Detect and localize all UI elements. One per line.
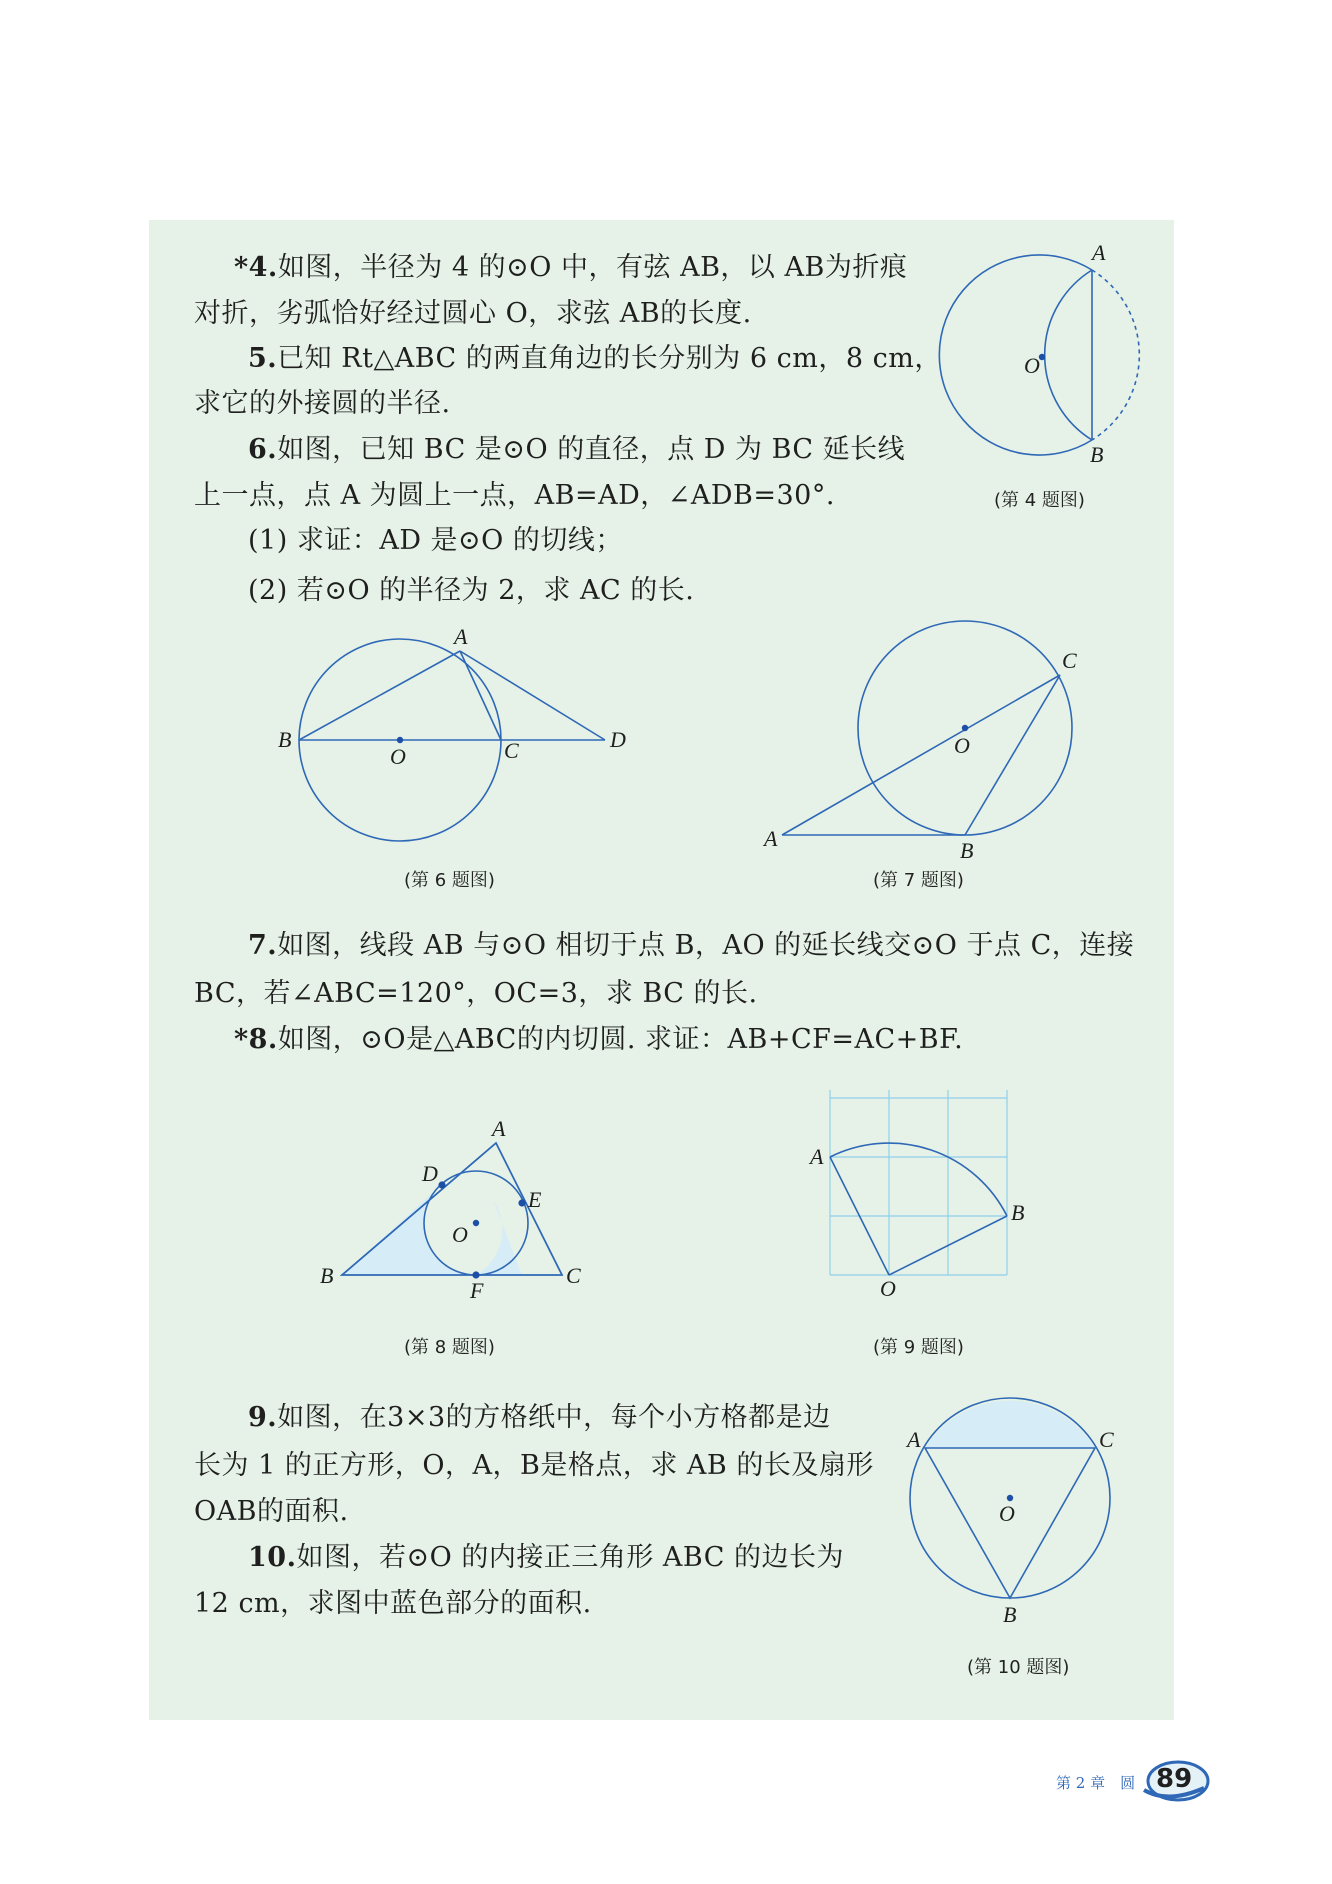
fig6-label-b: B	[278, 727, 292, 752]
fig10-label-b: B	[1003, 1602, 1017, 1627]
figure-8	[310, 1115, 600, 1305]
problem-6-sub1: (1) 求证：AD 是⊙O 的切线；	[248, 525, 623, 556]
fig9-label-a: A	[810, 1144, 824, 1169]
page-number-badge	[1138, 1760, 1210, 1802]
fig9-label-o: O	[880, 1276, 896, 1301]
fig6-center-dot	[397, 737, 403, 743]
fig7-label-a: A	[764, 826, 778, 851]
fig6-line-ad	[460, 651, 605, 740]
fig9-label-b: B	[1011, 1200, 1025, 1225]
fig4-circle-dashed	[1092, 270, 1139, 440]
fig8-label-e: E	[528, 1187, 542, 1212]
caption-fig8: (第 8 题图)	[404, 1337, 495, 1358]
figure-9	[800, 1090, 1060, 1300]
problem-4-line2: 对折，劣弧恰好经过圆心 O，求弦 AB的长度.	[194, 298, 752, 329]
fig8-center-dot	[473, 1220, 479, 1226]
problem-9-line2: 长为 1 的正方形，O，A，B是格点，求 AB 的长及扇形	[194, 1450, 874, 1481]
fig10-label-a: A	[907, 1427, 921, 1452]
fig7-line-bc	[965, 675, 1060, 835]
fig4-label-o: O	[1024, 353, 1040, 378]
fig6-label-c: C	[504, 738, 519, 763]
fig10-label-c: C	[1099, 1427, 1114, 1452]
problem-9-line1: 9.如图，在3×3的方格纸中，每个小方格都是边	[248, 1402, 831, 1433]
fig8-label-a: A	[492, 1116, 506, 1141]
fig8-label-d: D	[422, 1161, 438, 1186]
fig6-line-ba	[299, 651, 460, 740]
page-number: 89	[1156, 1764, 1193, 1794]
problem-5-line2: 求它的外接圆的半径.	[194, 388, 451, 419]
fig7-center-dot	[962, 725, 968, 731]
fig8-shaded-region	[342, 1186, 522, 1275]
fig6-label-o: O	[390, 744, 406, 769]
fig4-label-b: B	[1090, 442, 1104, 467]
problem-7-line1: 7.如图，线段 AB 与⊙O 相切于点 B，AO 的延长线交⊙O 于点 C，连接	[248, 930, 1135, 961]
fig8-point-d	[438, 1181, 445, 1188]
figure-4	[930, 240, 1150, 475]
caption-fig6: (第 6 题图)	[404, 870, 495, 891]
fig7-label-o: O	[954, 733, 970, 758]
fig8-label-o: O	[452, 1222, 468, 1247]
problem-4-line1: *4.如图，半径为 4 的⊙O 中，有弦 AB，以 AB为折痕	[234, 252, 908, 283]
figure-7	[760, 610, 1090, 863]
fig7-label-b: B	[960, 838, 974, 863]
problem-8-line1: *8.如图，⊙O是△ABC的内切圆. 求证：AB+CF=AC+BF.	[234, 1024, 964, 1055]
footer-chapter: 第 2 章 圆	[1056, 1774, 1136, 1792]
problem-10-line2: 12 cm，求图中蓝色部分的面积.	[194, 1588, 592, 1619]
problem-5-line1: 5.已知 Rt△ABC 的两直角边的长分别为 6 cm，8 cm，	[248, 343, 942, 374]
fig6-label-d: D	[610, 727, 626, 752]
fig8-label-c: C	[566, 1263, 581, 1288]
fig4-folded-arc	[1045, 270, 1092, 440]
problem-7-line2: BC，若∠ABC=120°，OC=3，求 BC 的长.	[194, 978, 758, 1009]
figure-6	[270, 624, 650, 850]
problem-6-sub2: (2) 若⊙O 的半径为 2，求 AC 的长.	[248, 575, 695, 606]
fig8-label-f: F	[470, 1278, 484, 1303]
caption-fig7: (第 7 题图)	[873, 870, 964, 891]
caption-fig4: (第 4 题图)	[994, 490, 1085, 511]
fig6-label-a: A	[454, 624, 468, 649]
fig10-label-o: O	[999, 1501, 1015, 1526]
problem-6-line2: 上一点，点 A 为圆上一点，AB=AD，∠ADB=30°.	[194, 480, 835, 511]
fig7-line-ac	[782, 675, 1060, 835]
fig9-grid	[830, 1090, 1007, 1275]
fig8-label-b: B	[320, 1263, 334, 1288]
fig8-point-e	[518, 1199, 525, 1206]
caption-fig10: (第 10 题图)	[967, 1657, 1070, 1678]
problem-6-line1: 6.如图，已知 BC 是⊙O 的直径，点 D 为 BC 延长线	[248, 434, 906, 465]
caption-fig9: (第 9 题图)	[873, 1337, 964, 1358]
figure-10	[895, 1385, 1135, 1625]
fig9-arc-ab	[830, 1143, 1007, 1216]
fig7-label-c: C	[1062, 648, 1077, 673]
problem-9-line3: OAB的面积.	[194, 1496, 349, 1527]
fig4-label-a: A	[1092, 240, 1106, 265]
problem-10-line1: 10.如图，若⊙O 的内接正三角形 ABC 的边长为	[248, 1542, 844, 1573]
fig4-circle-solid	[939, 255, 1092, 455]
fig10-shaded-segment	[925, 1401, 1095, 1448]
